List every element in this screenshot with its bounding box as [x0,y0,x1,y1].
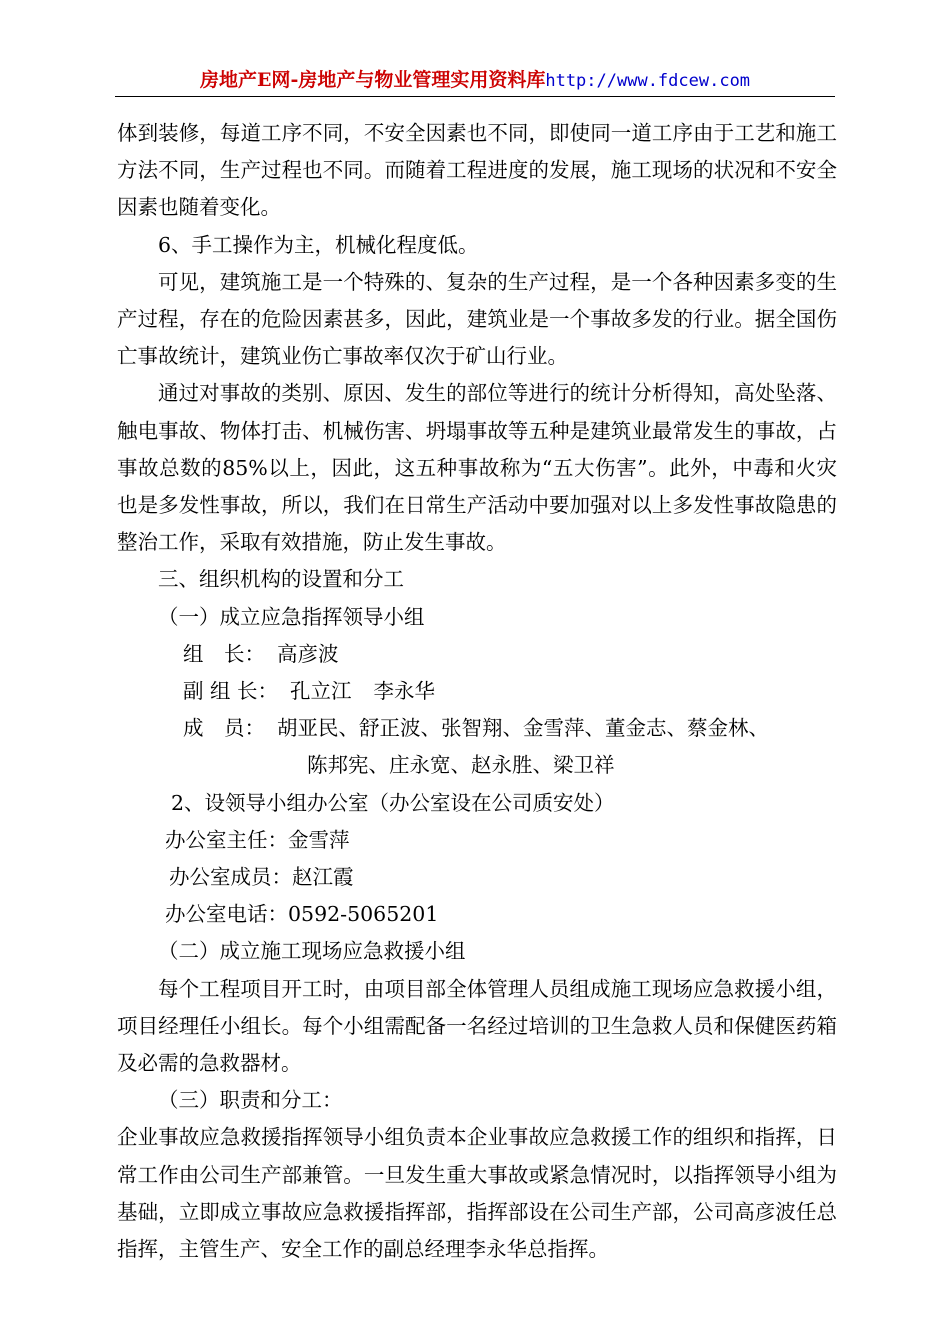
deputy-leader-label: 副 组 长： [183,679,279,704]
members-line [117,710,837,747]
group-leader-name: 高彦波 [277,641,339,666]
office-member-line: 办公室成员：赵江霞 [169,865,354,890]
deputy-leader-name-2: 李永华 [373,679,436,704]
document-body [117,115,837,1268]
deputy-leader-line [117,673,837,710]
page-header [115,66,835,94]
members-list-1: 胡亚民、舒正波、张智翔、金雪萍、董金志、蔡金林、 [277,716,769,741]
subheading-duties: （三）职责和分工： [158,1088,343,1113]
paragraph-duties: 企业事故应急救援指挥领导小组负责本企业事故应急救援工作的组织和指挥，日常工作由公司生产部兼管。一旦发生重大事故或紧急情况时，以指挥领导小组为基础，立即成立事故应急救援指挥部，指挥部设在公司生产部，公司高彦波任总指挥，主管生产、安全工作的副总经理李永华总指挥。 [117,1125,837,1262]
subheading-office: 2、设领导小组办公室（办公室设在公司质安处） [171,790,615,815]
paragraph-construction-process: 体到装修，每道工序不同，不安全因素也不同，即使同一道工序由于工艺和施工方法不同，生产过程也不同。而随着工程进度的发展，施工现场的状况和不安全因素也随着变化。 [117,121,837,220]
group-leader-line [117,636,837,673]
header-dash: - [290,69,299,91]
paragraph-manual-operation: 6、手工操作为主，机械化程度低。 [158,232,479,257]
office-phone-line: 办公室电话：0592-5065201 [165,902,439,927]
group-leader-label: 组 长： [183,641,265,666]
deputy-leader-name-1: 孔立江 [290,679,352,704]
members-label: 成 员： [183,716,265,741]
header-url-link[interactable]: http://www.fdcew.com [545,71,751,91]
section-heading-organization: 三、组织机构的设置和分工 [158,567,404,592]
header-site-name: 房地产E网 [199,69,291,91]
header-title: 房地产与物业管理实用资料库 [298,69,546,91]
members-list-continued: 陈邦宪、庄永宽、赵永胜、梁卫祥 [307,753,615,778]
subheading-command-group: （一）成立应急指挥领导小组 [158,604,425,629]
subheading-rescue-group: （二）成立施工现场应急救援小组 [158,939,466,964]
paragraph-rescue-group: 每个工程项目开工时，由项目部全体管理人员组成施工现场应急救援小组，项目经理任小组长。每个小组需配备一名经过培训的卫生急救人员和保健医药箱及必需的急救器材。 [117,976,837,1076]
office-director-line: 办公室主任：金雪萍 [165,827,350,852]
paragraph-five-hazards: 通过对事故的类别、原因、发生的部位等进行的统计分析得知，高处坠落、触电事故、物体打击、机械伤害、坍塌事故等五种是建筑业最常发生的事故，占事故总数的85%以上，因此，这五种事故称为“五大伤害”。此外，中毒和火灾也是多发性事故，所以，我们在日常生产活动中要加强对以上多发性事故隐患的整治工作，采取有效措施，防止发生事故。 [117,381,837,555]
paragraph-construction-risk: 可见，建筑施工是一个特殊的、复杂的生产过程，是一个各种因素多变的生产过程，存在的危险因素甚多，因此，建筑业是一个事故多发的行业。据全国伤亡事故统计，建筑业伤亡事故率仅次于矿山行业。 [117,269,837,369]
header-divider [115,96,835,97]
